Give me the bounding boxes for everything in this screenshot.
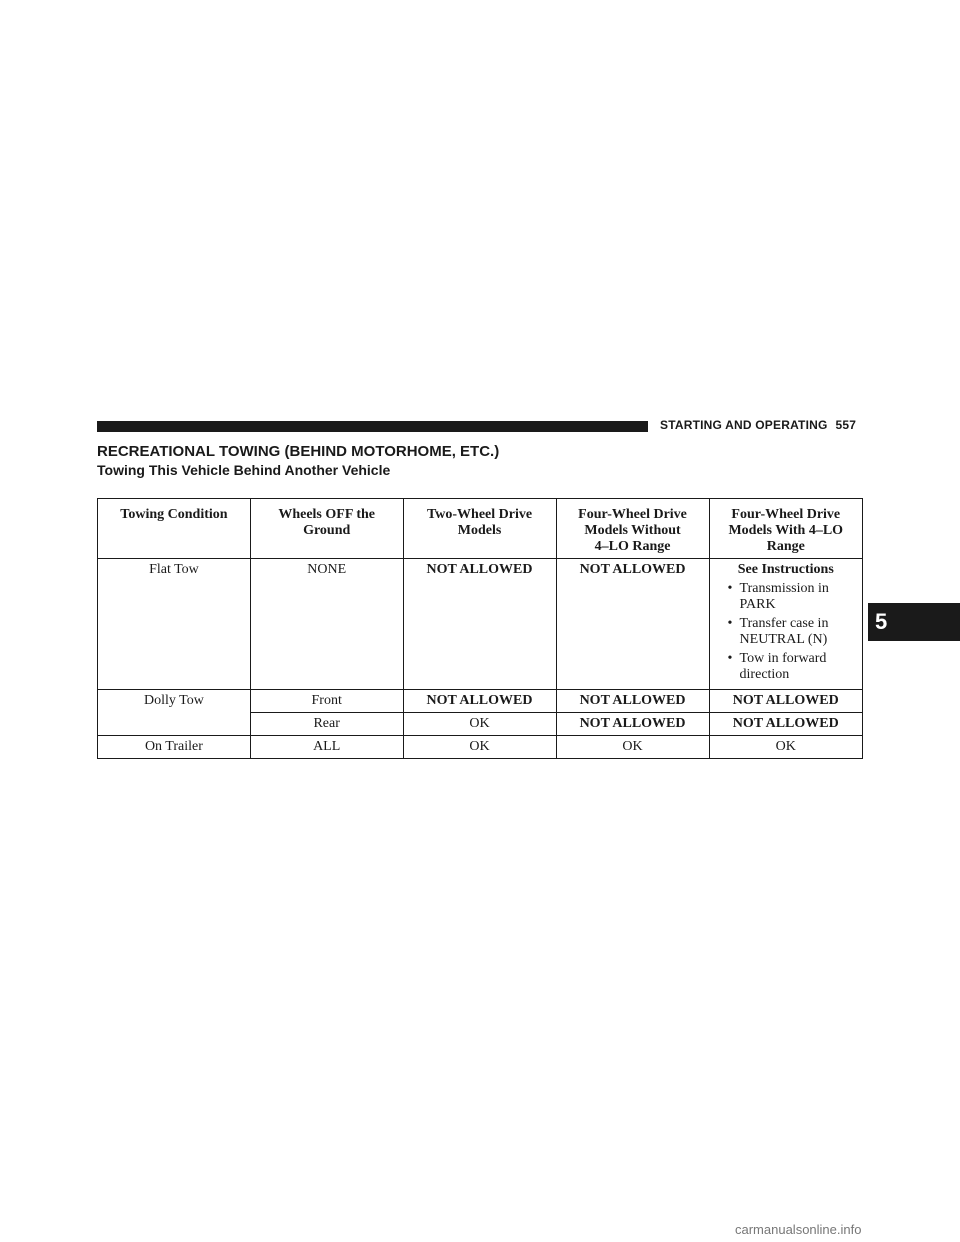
- cell-two-wd: OK: [403, 736, 556, 759]
- cell-instructions: [709, 559, 862, 690]
- cell-wheels: ALL: [250, 736, 403, 759]
- header-4wd-without-4lo: Four-Wheel Drive Models Without 4–LO Range: [556, 499, 709, 559]
- cell-two-wd: OK: [403, 713, 556, 736]
- cell-condition: Dolly Tow: [98, 690, 251, 736]
- subsection-title: Towing This Vehicle Behind Another Vehicle: [97, 462, 391, 478]
- bullet-icon: •: [727, 581, 733, 596]
- chapter-number: 5: [875, 609, 888, 634]
- cell-four-wd-with: NOT ALLOWED: [709, 713, 862, 736]
- header-rule: [97, 421, 648, 432]
- instructions-title: See Instructions: [737, 562, 834, 577]
- bullet-icon: •: [727, 651, 733, 666]
- header-two-wheel-drive: Two-Wheel Drive Models: [403, 499, 556, 559]
- header-section: STARTING AND OPERATING: [660, 418, 828, 432]
- header-towing-condition: Towing Condition: [98, 499, 251, 559]
- cell-wheels: NONE: [250, 559, 403, 690]
- cell-wheels: Rear: [250, 713, 403, 736]
- cell-four-wd-without: NOT ALLOWED: [556, 559, 709, 690]
- list-item: • Transmission in PARK: [727, 581, 829, 612]
- running-header: [660, 418, 870, 432]
- cell-two-wd: NOT ALLOWED: [403, 559, 556, 690]
- section-title: RECREATIONAL TOWING (BEHIND MOTORHOME, ETC.): [97, 443, 500, 460]
- cell-four-wd-without: NOT ALLOWED: [556, 690, 709, 713]
- chapter-tab: [868, 603, 960, 641]
- cell-four-wd-without: NOT ALLOWED: [556, 713, 709, 736]
- header-4wd-with-4lo: Four-Wheel Drive Models With 4–LO Range: [709, 499, 862, 559]
- list-item: • Transfer case in NEUTRAL (N): [727, 616, 829, 647]
- cell-two-wd: NOT ALLOWED: [403, 690, 556, 713]
- cell-wheels: Front: [250, 690, 403, 713]
- table-header-row: [98, 499, 863, 559]
- cell-condition: On Trailer: [98, 736, 251, 759]
- table-row-flat-tow: [98, 559, 863, 690]
- table-row-dolly-front: [98, 690, 863, 713]
- bullet-icon: •: [727, 616, 733, 631]
- header-wheels-off: Wheels OFF the Ground: [250, 499, 403, 559]
- towing-table: [97, 498, 863, 759]
- cell-four-wd-with: NOT ALLOWED: [709, 690, 862, 713]
- page-number: 557: [835, 418, 857, 432]
- table-row-on-trailer: [98, 736, 863, 759]
- watermark: carmanualsonline.info: [735, 1222, 862, 1237]
- list-item: • Tow in forward direction: [727, 651, 827, 682]
- cell-four-wd-with: OK: [709, 736, 862, 759]
- instructions-list: [714, 581, 858, 683]
- cell-four-wd-without: OK: [556, 736, 709, 759]
- cell-condition: Flat Tow: [98, 559, 251, 690]
